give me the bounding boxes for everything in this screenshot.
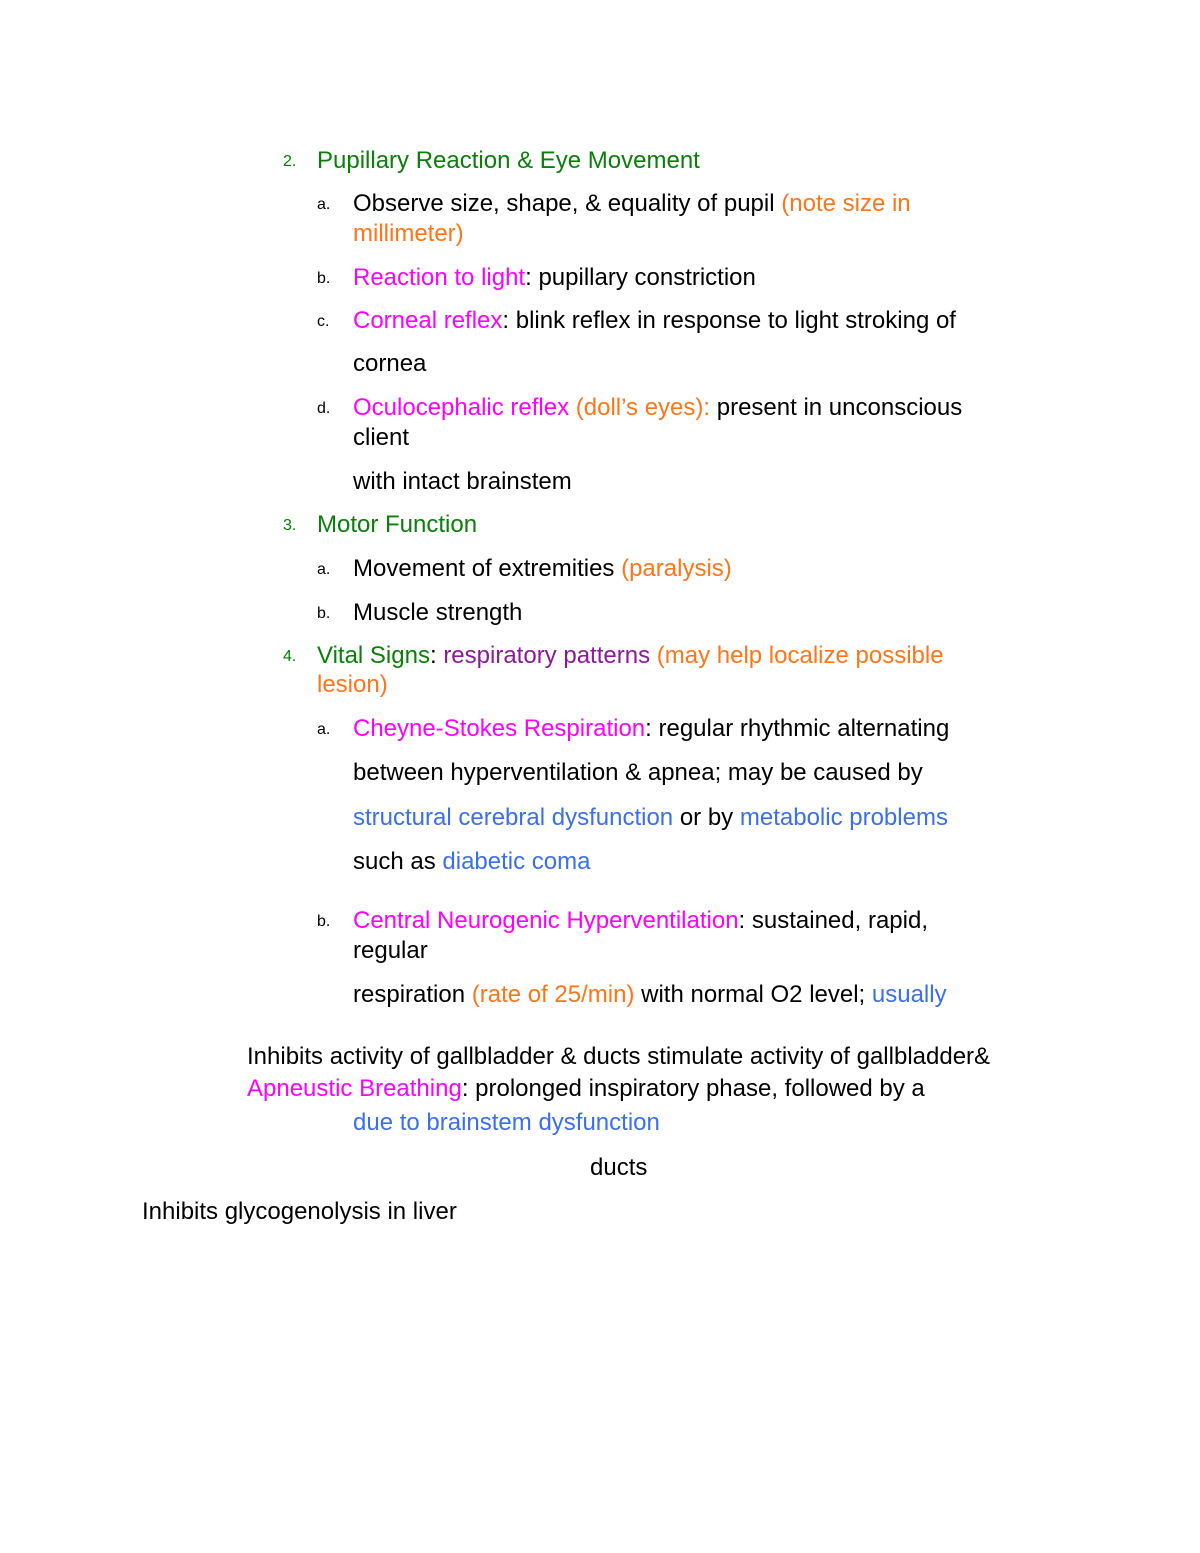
connector: such as — [353, 848, 443, 875]
list-marker: a. — [317, 561, 331, 578]
item-text: : sustained, rapid, — [738, 907, 928, 934]
section-title: Vital Signs — [317, 642, 430, 669]
item-text: Movement of extremities — [353, 555, 622, 582]
list-marker: 2. — [283, 153, 297, 170]
item-example — [353, 847, 590, 877]
connector: or by — [673, 804, 740, 831]
item-note: (rate of 25/min) — [471, 981, 635, 1008]
list-marker: 3. — [283, 517, 297, 534]
item-term: Cheyne-Stokes Respiration — [353, 715, 646, 742]
item-note: (doll’s eyes): — [575, 394, 711, 421]
cause-structural: structural cerebral dysfunction — [353, 804, 674, 831]
item-causes — [353, 803, 948, 833]
item-note: (note size in — [781, 190, 911, 217]
inhibits-gallbladder-text: Inhibits activity of gallbladder & ducts stimulate activity of gallbladder& — [247, 1043, 991, 1070]
example-diabetic-coma: diabetic coma — [442, 848, 591, 875]
item-movement-extremities — [353, 554, 732, 584]
item-note-continued: millimeter) — [353, 220, 464, 247]
item-observe-pupil — [353, 189, 911, 219]
item-text-continued: between hyperventilation & apnea; may be caused by — [353, 759, 923, 786]
item-note: (paralysis) — [621, 555, 732, 582]
item-text: : pupillary constriction — [525, 264, 756, 291]
section-title-pupillary: Pupillary Reaction & Eye Movement — [317, 147, 700, 174]
item-muscle-strength: Muscle strength — [353, 599, 523, 626]
item-text: present in unconscious — [710, 394, 963, 421]
list-marker: c. — [317, 313, 330, 330]
item-text-continued: with intact brainstem — [353, 468, 572, 495]
item-term: Corneal reflex — [353, 307, 503, 334]
item-term: Apneustic Breathing — [247, 1075, 462, 1102]
item-usually: usually — [871, 981, 947, 1008]
item-text: Observe size, shape, & equality of pupil — [353, 190, 782, 217]
item-text-continued: regular — [353, 937, 428, 964]
inhibits-glycogenolysis-text: Inhibits glycogenolysis in liver — [142, 1198, 457, 1225]
item-text: respiration — [353, 981, 472, 1008]
item-text: : blink reflex in response to light stroking of — [502, 307, 956, 334]
item-central-neurogenic — [353, 906, 928, 936]
section-subtitle: respiratory patterns — [443, 642, 651, 669]
list-marker: b. — [317, 913, 331, 930]
item-term: Central Neurogenic Hyperventilation — [353, 907, 739, 934]
item-text: : prolonged inspiratory phase, followed by a — [461, 1075, 925, 1102]
list-marker: b. — [317, 605, 331, 622]
item-reaction-to-light — [353, 263, 756, 293]
separator: : — [429, 642, 444, 669]
section-note: (may help localize possible — [650, 642, 944, 669]
list-marker: a. — [317, 196, 331, 213]
item-oculocephalic-reflex — [353, 393, 962, 423]
item-cheyne-stokes — [353, 714, 949, 744]
item-text-continued: client — [353, 424, 410, 451]
section-title-motor: Motor Function — [317, 511, 478, 538]
item-text: with normal O2 level; — [634, 981, 872, 1008]
item-corneal-reflex — [353, 306, 956, 336]
section-note-continued: lesion) — [317, 671, 388, 698]
item-term: Reaction to light — [353, 264, 526, 291]
section-title-vital-signs — [317, 641, 944, 671]
list-marker: b. — [317, 270, 331, 287]
cause-metabolic: metabolic problems — [739, 804, 948, 831]
list-marker: d. — [317, 400, 331, 417]
brainstem-dysfunction: due to brainstem dysfunction — [353, 1109, 660, 1136]
ducts-text: ducts — [590, 1154, 648, 1181]
item-respiration-rate — [353, 980, 947, 1010]
list-marker: 4. — [283, 648, 297, 665]
apneustic-breathing — [247, 1074, 925, 1104]
item-term: Oculocephalic reflex — [353, 394, 576, 421]
item-text: : regular rhythmic alternating — [645, 715, 950, 742]
item-text-continued: cornea — [353, 350, 427, 377]
list-marker: a. — [317, 721, 331, 738]
